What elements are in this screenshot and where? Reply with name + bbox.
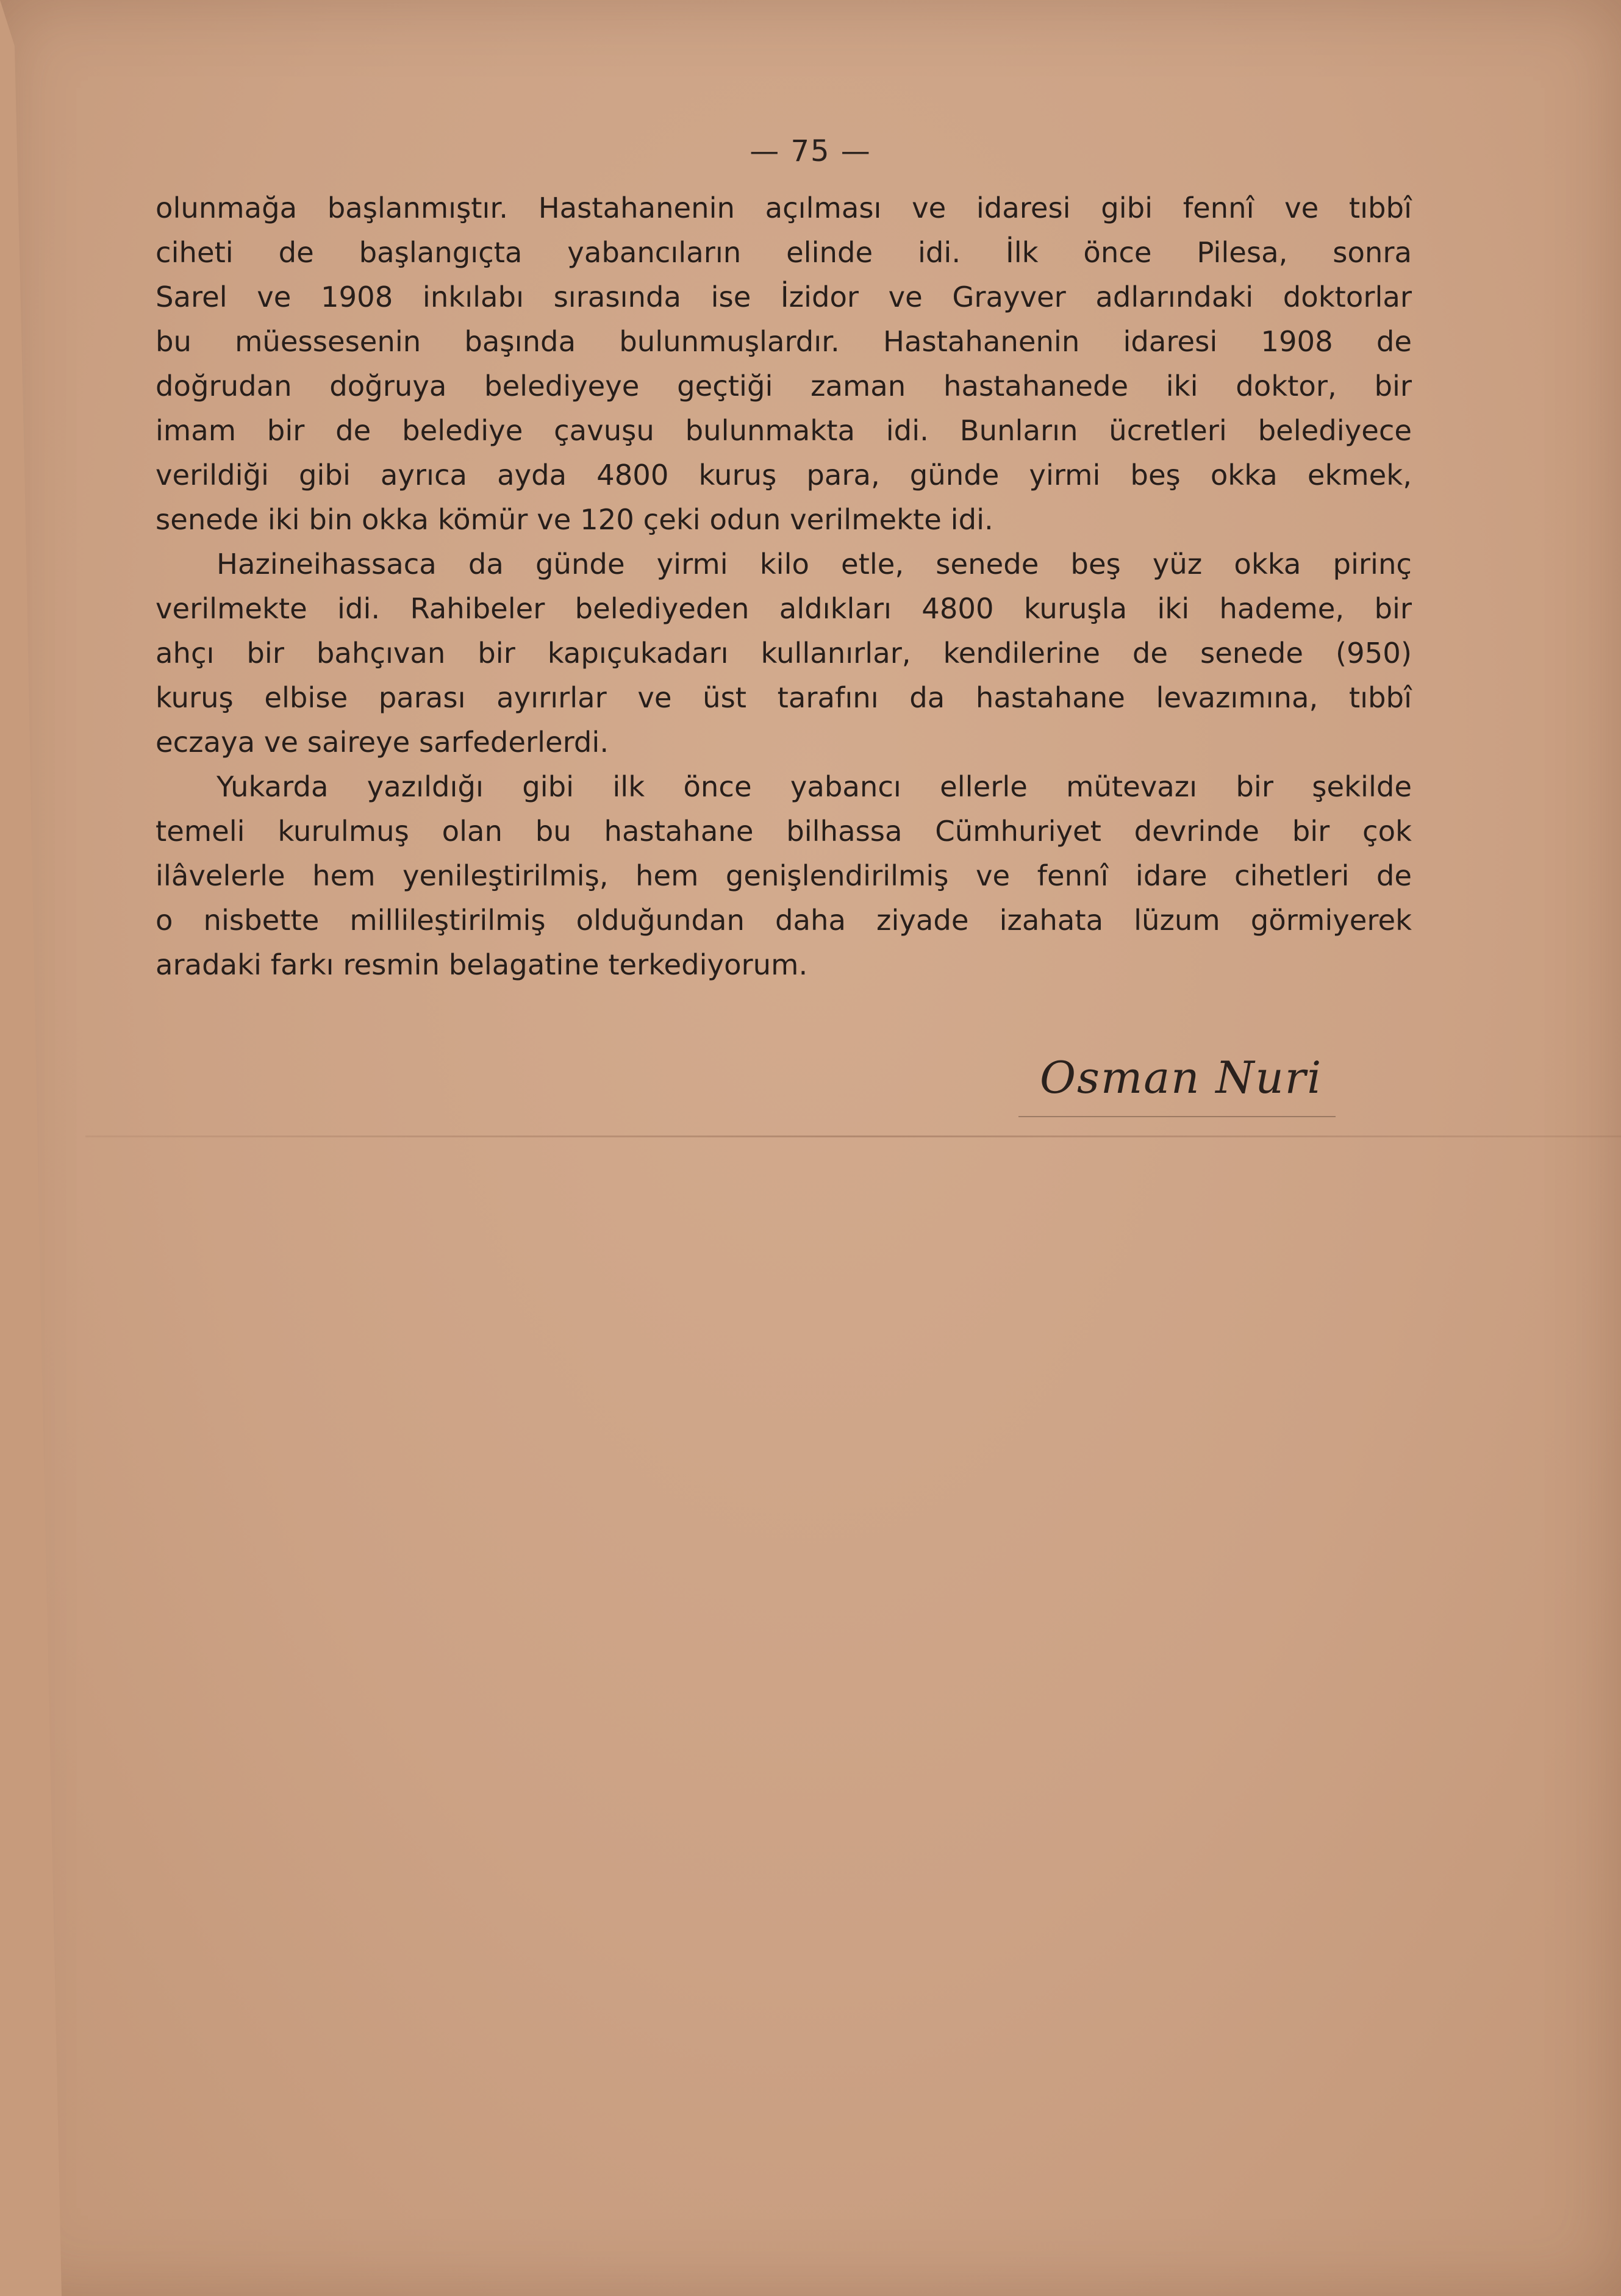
article-body [156, 186, 1412, 987]
text-line-1: olunmağa başlanmıştır. Hastahanenin açılması ve idaresi gibi fennî ve tıbbî [156, 191, 1412, 224]
text-line-3: Sarel ve 1908 inkılabı sırasında ise İzidor ve Grayver adlarındaki doktorlar [156, 281, 1412, 313]
text-line-18: aradaki farkı resmin belagatine terkediyorum. [156, 948, 808, 981]
text-line-7: verildiği gibi ayrıca ayda 4800 kuruş para, günde yirmi beş okka ekmek, [156, 459, 1412, 492]
text-line-4: bu müessesenin başında bulunmuşlardır. Hastahanenin idaresi 1908 de [156, 325, 1412, 358]
fold-crease [85, 1135, 1621, 1137]
signature-underline [1018, 1116, 1336, 1117]
text-line-9: Hazineihassaca da günde yirmi kilo etle, senede beş yüz okka pirinç [216, 548, 1412, 581]
text-line-6: imam bir de belediye çavuşu bulunmakta idi. Bunların ücretleri belediyece [156, 414, 1412, 447]
text-line-11: ahçı bir bahçıvan bir kapıçukadarı kullanırlar, kendilerine de senede (950) [156, 637, 1412, 670]
text-line-12: kuruş elbise parası ayırırlar ve üst tarafını da hastahane levazımına, tıbbî [156, 681, 1412, 714]
page-number: — 75 — [750, 134, 871, 168]
text-line-5: doğrudan doğruya belediyeye geçtiği zaman hastahanede iki doktor, bir [156, 370, 1412, 402]
text-line-13: eczaya ve saireye sarfederlerdi. [156, 726, 609, 759]
text-line-8: senede iki bin okka kömür ve 120 çeki odun verilmekte idi. [156, 503, 993, 536]
text-line-15: temeli kurulmuş olan bu hastahane bilhassa Cümhuriyet devrinde bir çok [156, 815, 1412, 848]
text-line-2: ciheti de başlangıçta yabancıların elinde idi. İlk önce Pilesa, sonra [156, 236, 1412, 269]
author-signature: Osman Nuri [1040, 1052, 1323, 1103]
text-line-14: Yukarda yazıldığı gibi ilk önce yabancı ellerle mütevazı bir şekilde [216, 770, 1412, 803]
text-line-16: ilâvelerle hem yenileştirilmiş, hem genişlendirilmiş ve fennî idare cihetleri de [156, 859, 1412, 892]
text-line-17: o nisbette millileştirilmiş olduğundan daha ziyade izahata lüzum görmiyerek [156, 904, 1412, 937]
text-line-10: verilmekte idi. Rahibeler belediyeden aldıkları 4800 kuruşla iki hademe, bir [156, 592, 1412, 625]
